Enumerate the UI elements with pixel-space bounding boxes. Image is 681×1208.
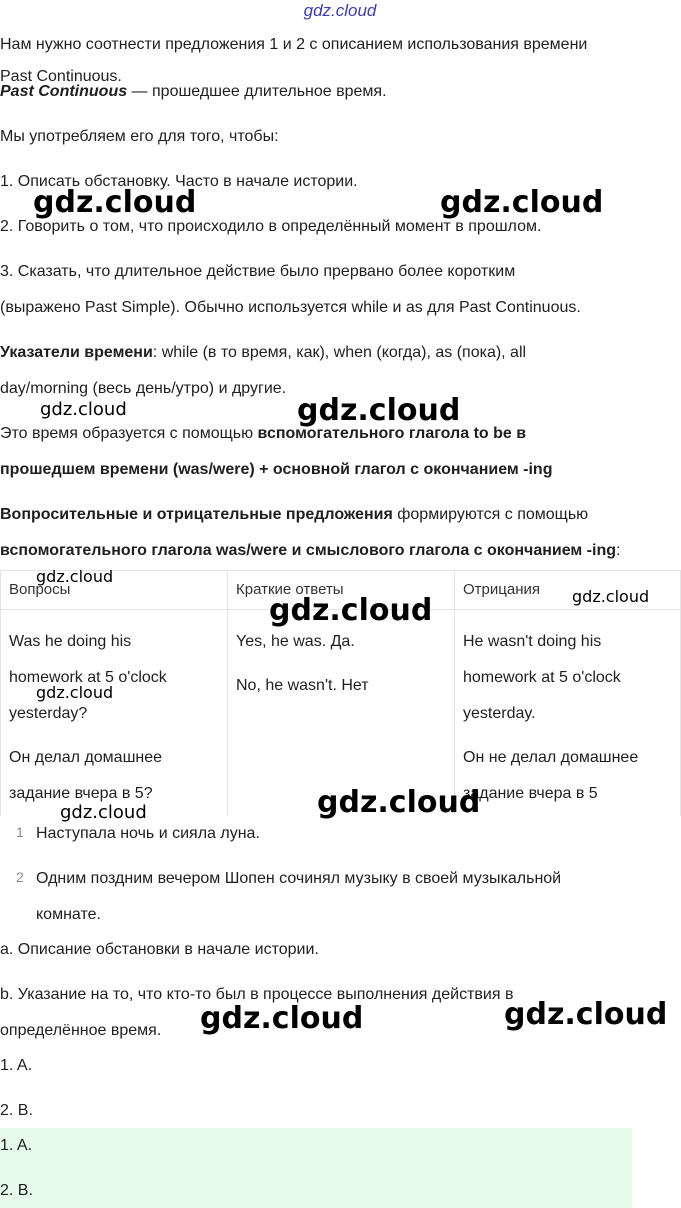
usage-2: 2. Говорить о том, что происходило в определённый момент в прошлом. — [0, 218, 542, 235]
usage-intro: Мы употребляем его для того, чтобы: — [0, 128, 279, 145]
markers-label: Указатели времени — [0, 344, 153, 361]
final-answer-box — [0, 1128, 632, 1208]
tense-definition — [0, 81, 387, 103]
cell-line: задание вчера в 5? — [9, 785, 153, 802]
table-header: Отрицания — [455, 571, 681, 610]
watermark: gdz.cloud — [504, 997, 668, 1032]
markers-text: : while (в то время, как), when (когда), as (пока), all — [152, 344, 527, 361]
cell-line: yesterday? — [9, 705, 88, 722]
questions-line-1 — [0, 504, 588, 526]
usage-1: 1. Описать обстановку. Часто в начале истории. — [0, 173, 358, 190]
list-item-1: Наступала ночь и сияла луна. — [36, 825, 260, 842]
time-markers — [0, 342, 526, 364]
watermark: gdz.cloud — [36, 567, 114, 586]
cell-line: He wasn't doing his — [463, 633, 602, 650]
questions-line-2 — [0, 540, 620, 562]
list-number: 1 — [16, 824, 24, 840]
tense-name: Past Continuous — [0, 83, 128, 100]
table-header: Вопросы — [1, 571, 228, 610]
option-b-1: b. Указание на то, что кто-то был в процессе выполнения действия в — [0, 986, 514, 1003]
answer-1: 1. A. — [0, 1057, 33, 1074]
tense-desc: — прошедшее длительное время. — [127, 83, 387, 100]
watermark: gdz.cloud — [200, 1001, 364, 1036]
formation-b — [0, 459, 552, 481]
site-logo[interactable]: gdz.cloud — [303, 1, 377, 20]
watermark: gdz.cloud — [572, 587, 650, 606]
intro-line-2: Past Continuous. — [0, 68, 122, 85]
questions-colon: : — [616, 542, 621, 559]
cell-line: yesterday. — [463, 705, 536, 722]
watermark: gdz.cloud — [36, 683, 114, 702]
usage-3a: 3. Сказать, что длительное действие было прервано более коротким — [0, 263, 516, 280]
cell-line: homework at 5 o'clock — [463, 669, 621, 686]
watermark: gdz.cloud — [60, 802, 147, 823]
table-header: Краткие ответы — [228, 571, 455, 610]
questions-bold: Вопросительные и отрицательные предложения — [0, 506, 393, 523]
formation-bold-2: прошедшем времени (was/were) + основной глагол с окончанием -ing — [0, 461, 553, 478]
cell-line: Он не делал домашнее — [463, 749, 639, 766]
intro-clipped — [0, 34, 588, 85]
questions-bold-2: вспомогательного глагола was/were и смыслового глагола с окончанием -ing — [0, 542, 616, 559]
list-item-2-cont: комнате. — [36, 906, 101, 923]
cell-line: Он делал домашнее — [9, 749, 163, 766]
table-cell-negatives — [455, 610, 681, 817]
watermark: gdz.cloud — [33, 185, 197, 220]
questions-text: формируются с помощью — [392, 506, 589, 523]
formation-text: Это время образуется с помощью — [0, 425, 258, 442]
time-markers-2: day/morning (весь день/утро) и другие. — [0, 380, 287, 397]
cell-line: задание вчера в 5 — [463, 785, 598, 802]
watermark: gdz.cloud — [440, 185, 604, 220]
list-number: 2 — [16, 869, 24, 885]
cell-line: homework at 5 o'clock — [9, 669, 167, 686]
final-answer-2: 2. B. — [0, 1182, 33, 1199]
option-b-2: определённое время. — [0, 1022, 162, 1039]
list-item-2: Одним поздним вечером Шопен сочинял музыку в своей музыкальной — [36, 870, 562, 887]
table-cell-questions — [1, 610, 228, 817]
option-a: a. Описание обстановки в начале истории. — [0, 941, 319, 958]
usage-3b: (выражено Past Simple). Обычно используется while и as для Past Continuous. — [0, 299, 581, 316]
formation-bold: вспомогательного глагола to be в — [257, 425, 527, 442]
watermark: gdz.cloud — [40, 399, 127, 420]
watermark: gdz.cloud — [269, 593, 433, 628]
final-answer-1: 1. A. — [0, 1137, 33, 1154]
answer-2: 2. B. — [0, 1102, 33, 1119]
watermark: gdz.cloud — [317, 785, 481, 820]
cell-line: No, he wasn't. Нет — [236, 677, 369, 694]
watermark: gdz.cloud — [297, 393, 461, 428]
cell-line: Was he doing his — [9, 633, 132, 650]
intro-line-1: Нам нужно соотнести предложения 1 и 2 с описанием использования времени — [0, 36, 588, 53]
cell-line: Yes, he was. Да. — [236, 633, 355, 650]
